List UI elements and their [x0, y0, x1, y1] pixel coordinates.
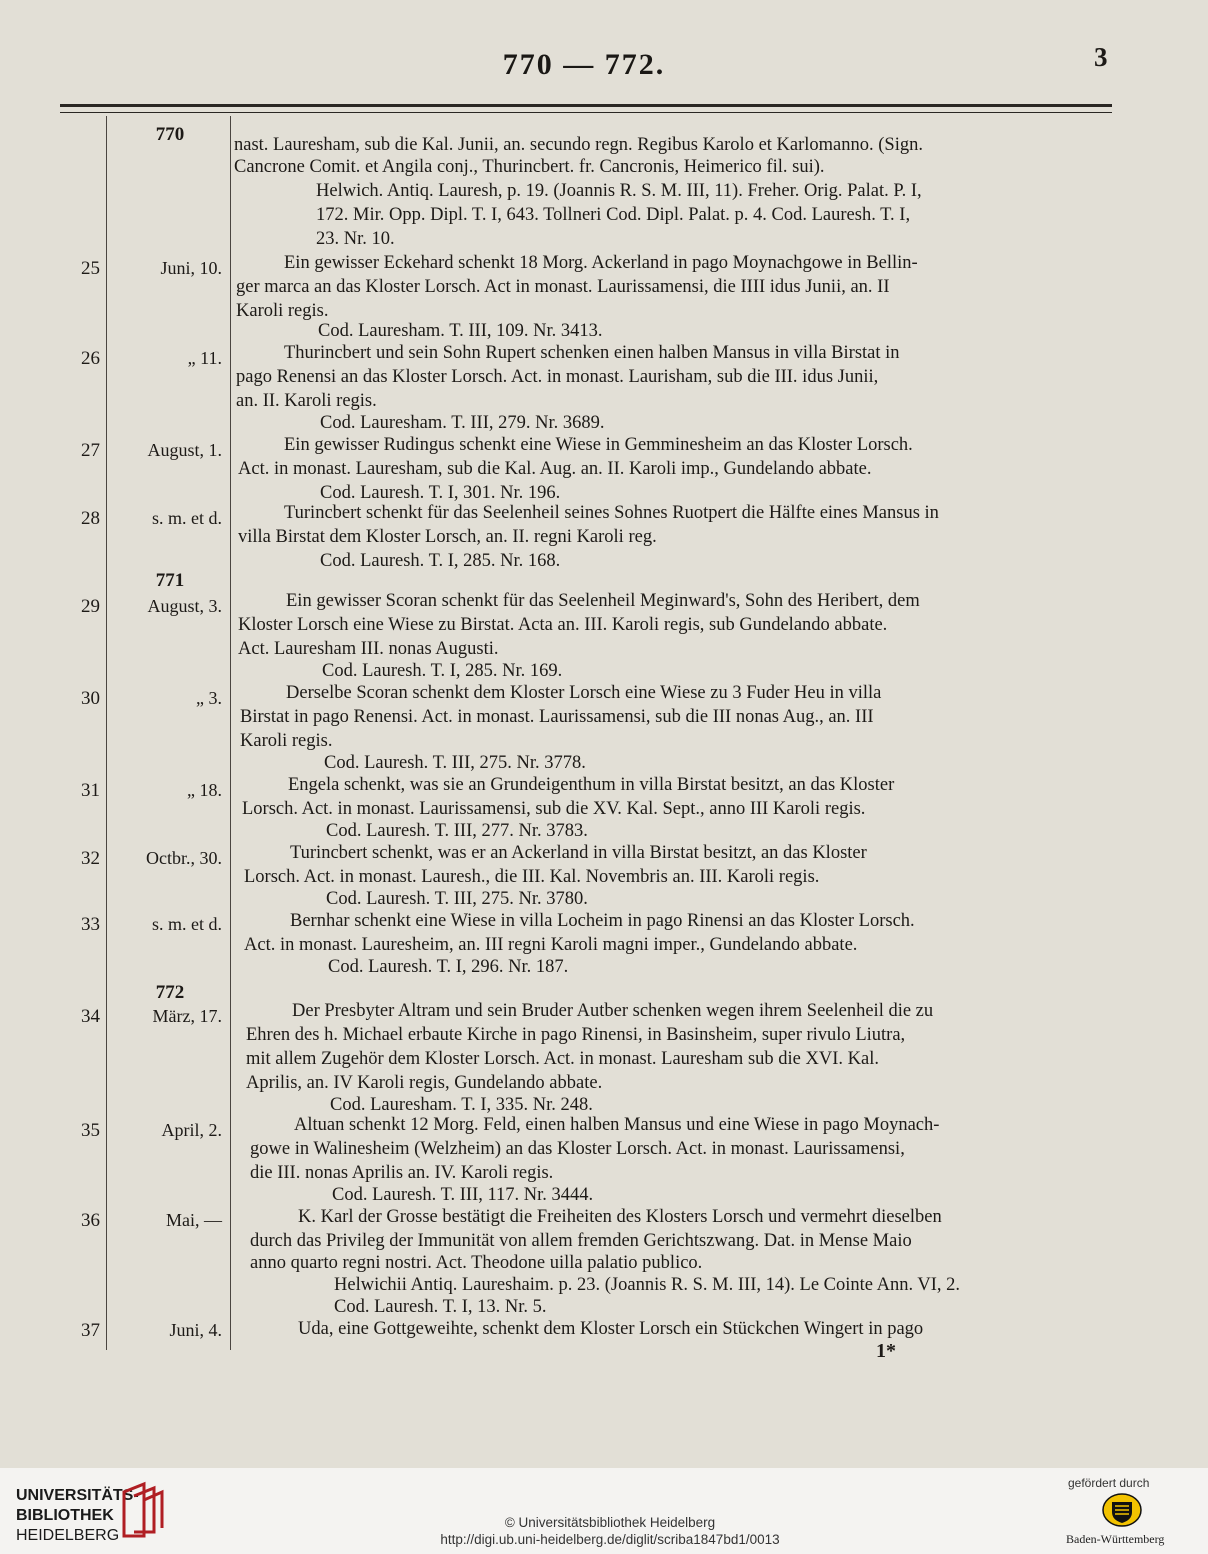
entry-number: 37	[81, 1320, 100, 1341]
text-line: anno quarto regni nostri. Act. Theodone uilla palatio publico.	[250, 1253, 703, 1273]
text-line: Turincbert schenkt für das Seelenheil seines Sohnes Ruotpert die Hälfte eines Mansus in	[284, 503, 939, 523]
text-line: Cod. Lauresham. T. I, 335. Nr. 248.	[330, 1095, 593, 1115]
header-rule-thin	[60, 112, 1112, 113]
footer-bar	[0, 1468, 1208, 1554]
text-line: Cod. Lauresh. T. III, 275. Nr. 3780.	[326, 889, 588, 909]
text-line: Der Presbyter Altram und sein Bruder Autber schenken wegen ihrem Seelenheil die zu	[292, 1001, 934, 1021]
text-line: Ein gewisser Eckehard schenkt 18 Morg. Ackerland in pago Moynachgowe in Bellin-	[284, 253, 918, 273]
year-heading: 772	[155, 982, 185, 1003]
sponsor-name: Baden-Württemberg	[1066, 1532, 1165, 1546]
text-line: Cancrone Comit. et Angila conj., Thurincbert. fr. Cancronis, Heimerico fil. sui).	[234, 157, 825, 177]
text-line: Ehren des h. Michael erbaute Kirche in pago Rinensi, in Basinsheim, super rivulo Liutra,	[246, 1025, 906, 1045]
text-line: Cod. Lauresh. T. I, 13. Nr. 5.	[334, 1297, 547, 1317]
entry-date: Octbr., 30.	[146, 848, 222, 868]
text-line: Cod. Lauresh. T. III, 277. Nr. 3783.	[326, 821, 588, 841]
entry-number: 29	[81, 596, 100, 617]
permalink-url[interactable]: http://digi.ub.uni-heidelberg.de/diglit/scriba1847bd1/0013	[440, 1532, 780, 1547]
year-heading: 770	[155, 124, 185, 145]
page-header-title: 770 — 772.	[502, 48, 666, 81]
text-line: die III. nonas Aprilis an. IV. Karoli regis.	[250, 1163, 554, 1183]
library-logo-icon	[120, 1480, 164, 1545]
sponsor-label: gefördert durch	[1068, 1476, 1150, 1490]
text-line: Altuan schenkt 12 Morg. Feld, einen halben Mansus und eine Wiese in pago Moynach-	[294, 1115, 940, 1135]
entry-date: s. m. et d.	[152, 914, 222, 934]
text-line: villa Birstat dem Kloster Lorsch, an. II. regni Karoli reg.	[238, 527, 657, 547]
entry-date: „ 3.	[196, 688, 222, 708]
text-line: Engela schenkt, was sie an Grundeigenthum in villa Birstat besitzt, an das Kloster	[288, 775, 895, 795]
header-rule-thick	[60, 104, 1112, 107]
entry-date: s. m. et d.	[152, 508, 222, 528]
text-line: Karoli regis.	[236, 301, 329, 321]
entry-date: April, 2.	[161, 1120, 222, 1140]
text-line: K. Karl der Grosse bestätigt die Freiheiten des Klosters Lorsch und vermehrt dieselben	[298, 1207, 942, 1227]
text-line: Cod. Lauresham. T. III, 279. Nr. 3689.	[320, 413, 605, 433]
text-line: Cod. Lauresham. T. III, 109. Nr. 3413.	[318, 321, 603, 341]
text-line: Ein gewisser Scoran schenkt für das Seelenheil Meginward's, Sohn des Heribert, dem	[286, 591, 920, 611]
year-heading: 771	[155, 570, 185, 591]
text-line: Cod. Lauresh. T. I, 296. Nr. 187.	[328, 957, 569, 977]
text-line: Lorsch. Act. in monast. Laurissamensi, sub die XV. Kal. Sept., anno III Karoli regis.	[242, 799, 866, 819]
library-name-line: UNIVERSITÄTS-	[16, 1487, 139, 1504]
text-line: Thurincbert und sein Sohn Rupert schenken einen halben Mansus in villa Birstat in	[284, 343, 900, 363]
text-line: Helwich. Antiq. Lauresh, p. 19. (Joannis R. S. M. III, 11). Freher. Orig. Palat. P. I,	[316, 181, 922, 201]
entry-date: August, 3.	[147, 596, 222, 616]
text-line: nast. Lauresham, sub die Kal. Junii, an. secundo regn. Regibus Karolo et Karlomanno. (Sign.	[234, 135, 923, 155]
text-line: Karoli regis.	[240, 731, 333, 751]
entry-date: Mai, —	[166, 1210, 222, 1230]
entry-date: „ 18.	[187, 780, 222, 800]
text-line: Cod. Lauresh. T. I, 301. Nr. 196.	[320, 483, 561, 503]
entry-number: 26	[81, 348, 100, 369]
text-line: 23. Nr. 10.	[316, 229, 395, 249]
text-line: Act. in monast. Lauresham, sub die Kal. Aug. an. II. Karoli imp., Gundelando abbate.	[238, 459, 872, 479]
column-divider-date	[230, 116, 231, 1350]
text-line: Lorsch. Act. in monast. Lauresh., die III. Kal. Novembris an. III. Karoli regis.	[244, 867, 820, 887]
entry-number: 32	[81, 848, 100, 869]
entry-date: „ 11.	[187, 348, 222, 368]
text-line: pago Renensi an das Kloster Lorsch. Act. in monast. Laurisham, sub die III. idus Junii,	[236, 367, 879, 387]
entry-number: 36	[81, 1210, 100, 1231]
text-line: Act. Lauresham III. nonas Augusti.	[238, 639, 499, 659]
text-line: Turincbert schenkt, was er an Ackerland in villa Birstat besitzt, an das Kloster	[290, 843, 867, 863]
entry-number: 34	[81, 1006, 100, 1027]
text-line: ger marca an das Kloster Lorsch. Act in monast. Laurissamensi, die IIII idus Junii, an. II	[236, 277, 890, 297]
library-name-line: HEIDELBERG	[16, 1527, 120, 1544]
entry-date: März, 17.	[152, 1006, 222, 1026]
text-line: Cod. Lauresh. T. I, 285. Nr. 168.	[320, 551, 561, 571]
baden-wuerttemberg-crest-icon	[1102, 1492, 1142, 1533]
text-line: Uda, eine Gottgeweihte, schenkt dem Kloster Lorsch ein Stückchen Wingert in pago	[298, 1319, 924, 1339]
page-number: 3	[1094, 42, 1108, 72]
copyright-text: © Universitätsbibliothek Heidelberg	[504, 1515, 716, 1530]
entry-number: 35	[81, 1120, 100, 1141]
text-line: Aprilis, an. IV Karoli regis, Gundelando abbate.	[246, 1073, 603, 1093]
entry-number: 30	[81, 688, 100, 709]
entry-date: Juni, 10.	[160, 258, 222, 278]
entry-number: 25	[81, 258, 100, 279]
entry-number: 28	[81, 508, 100, 529]
library-name-line: BIBLIOTHEK	[16, 1507, 114, 1524]
text-line: Derselbe Scoran schenkt dem Kloster Lorsch eine Wiese zu 3 Fuder Heu in villa	[286, 683, 882, 703]
text-line: Cod. Lauresh. T. I, 285. Nr. 169.	[322, 661, 563, 681]
text-line: gowe in Walinesheim (Welzheim) an das Kloster Lorsch. Act. in monast. Laurissamensi,	[250, 1139, 905, 1159]
text-line: Birstat in pago Renensi. Act. in monast. Laurissamensi, sub die III nonas Aug., an. III	[240, 707, 874, 727]
text-line: Kloster Lorsch eine Wiese zu Birstat. Acta an. III. Karoli regis, sub Gundelando abbate.	[238, 615, 888, 635]
text-line: Ein gewisser Rudingus schenkt eine Wiese in Gemminesheim an das Kloster Lorsch.	[284, 435, 913, 455]
text-line: an. II. Karoli regis.	[236, 391, 377, 411]
column-divider-number	[106, 116, 107, 1350]
entry-number: 31	[81, 780, 100, 801]
entry-date: August, 1.	[147, 440, 222, 460]
text-line: Bernhar schenkt eine Wiese in villa Locheim in pago Rinensi an das Kloster Lorsch.	[290, 911, 915, 931]
text-line: mit allem Zugehör dem Kloster Lorsch. Act. in monast. Lauresham sub die XVI. Kal.	[246, 1049, 879, 1069]
text-line: Act. in monast. Lauresheim, an. III regni Karoli magni imper., Gundelando abbate.	[244, 935, 858, 955]
text-line: durch das Privileg der Immunität von allem fremden Gerichtszwang. Dat. in Mense Maio	[250, 1231, 912, 1251]
text-line: 172. Mir. Opp. Dipl. T. I, 643. Tollneri Cod. Dipl. Palat. p. 4. Cod. Lauresh. T. I,	[316, 205, 911, 225]
text-line: Cod. Lauresh. T. III, 117. Nr. 3444.	[332, 1185, 594, 1205]
entry-number: 33	[81, 914, 100, 935]
signature-mark: 1*	[876, 1340, 896, 1362]
text-line: Cod. Lauresh. T. III, 275. Nr. 3778.	[324, 753, 586, 773]
copyright-notice	[380, 1514, 840, 1548]
entry-date: Juni, 4.	[169, 1320, 222, 1340]
entry-number: 27	[81, 440, 100, 461]
text-line: Helwichii Antiq. Laureshaim. p. 23. (Joannis R. S. M. III, 14). Le Cointe Ann. VI, 2.	[334, 1275, 961, 1295]
